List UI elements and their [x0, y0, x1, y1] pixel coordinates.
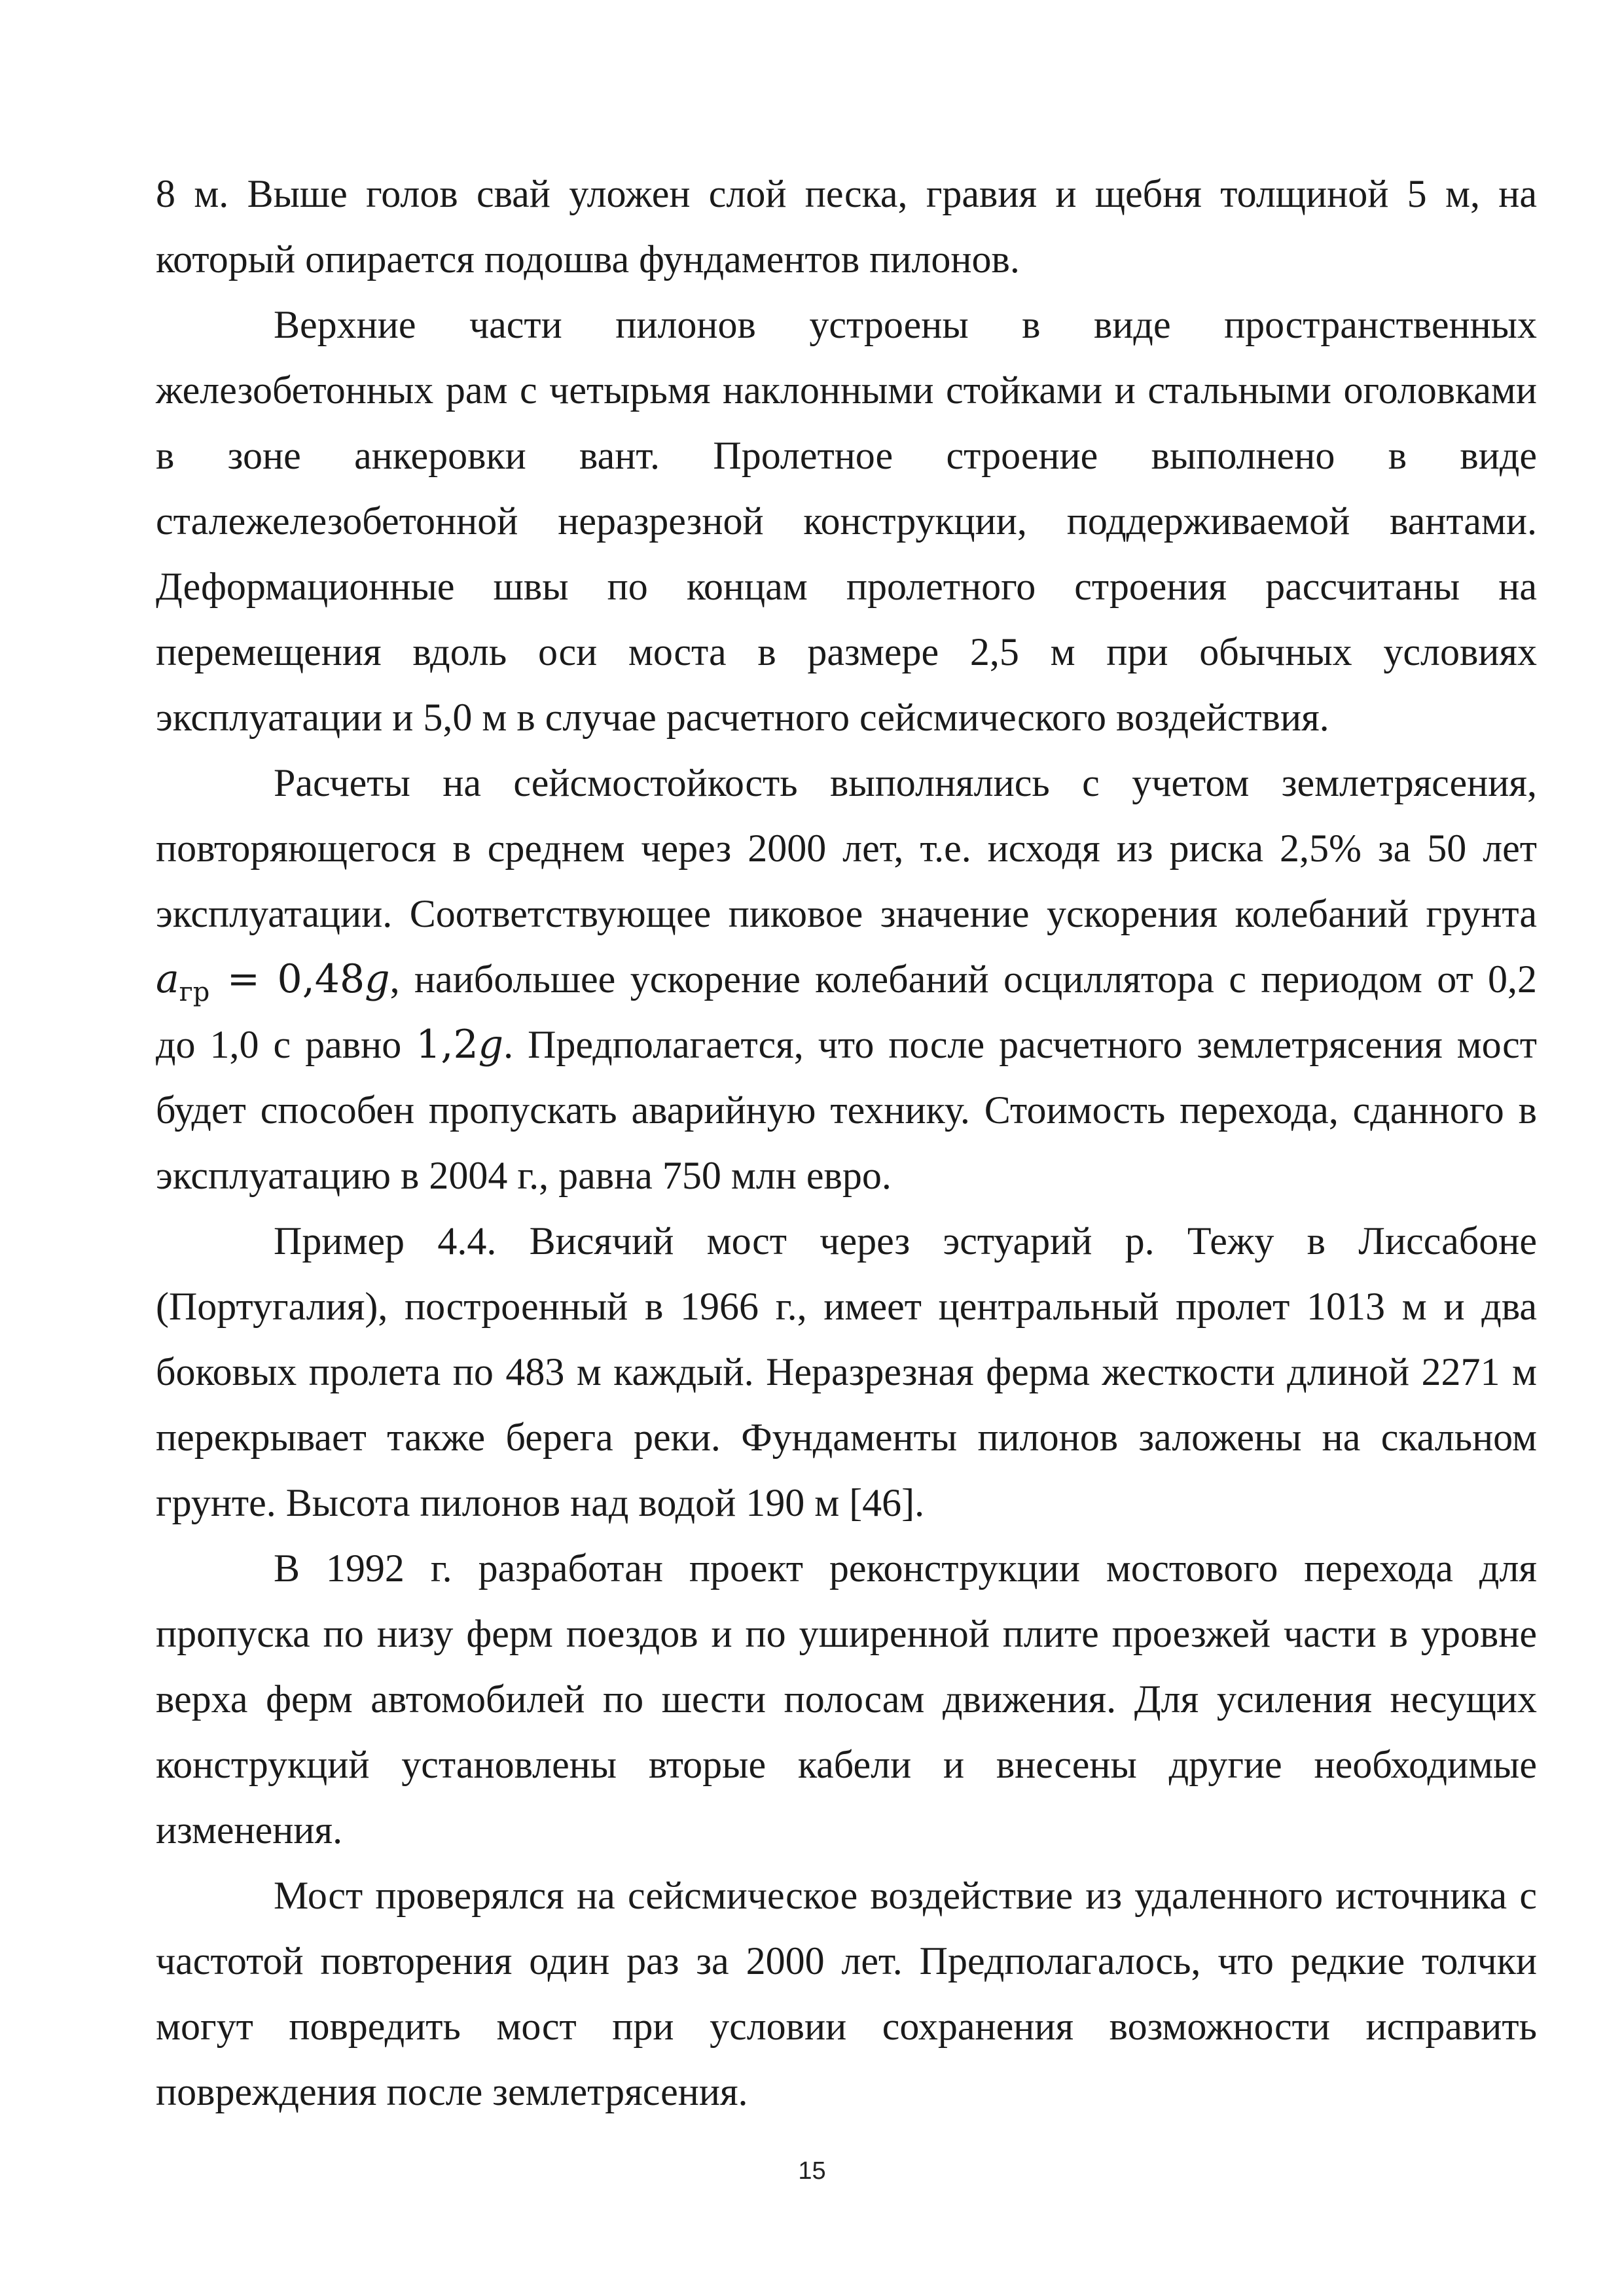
formula-number: 1,2 [416, 1022, 478, 1067]
paragraph-1: 8 м. Выше голов свай уложен слой песка, гравия и щебня толщиной 5 м, на который опирается подошва фундаментов пилонов. [156, 172, 1537, 281]
formula-g: g [478, 1022, 504, 1067]
document-page [156, 161, 1537, 2125]
page-number: 15 [798, 2157, 826, 2185]
formula-ground-acceleration [156, 956, 390, 1007]
paragraph-4: Пример 4.4. Висячий мост через эстуарий р. Тежу в Лиссабоне (Португалия), построенный в 1966 г., имеет центральный пролет 1013 м и два боковых пролета по 483 м каждый. Неразрезная ферма жесткости длиной 2271 м перекрывает также берега реки. Фундаменты пилонов заложены на скальном грунте. Высота пилонов над водой 190 м [46]. [156, 1219, 1537, 1524]
formula-subscript: гр [179, 977, 210, 1007]
paragraph-3-text-2: , наибольшее ускорение колебаний осциллятора с периодом от 0,2 до 1,0 с равно [156, 958, 1538, 1066]
paragraph-6: Мост проверялся на сейсмическое воздействие из удаленного источника с частотой повторения один раз за 2000 лет. Предполагалось, что редкие толчки могут повредить мост при условии сохранения возможности исправить повреждения после землетрясения. [156, 1874, 1537, 2113]
formula-variable-a: a [156, 956, 179, 1002]
formula-oscillator-acceleration [416, 1022, 503, 1067]
paragraph-2: Верхние части пилонов устроены в виде пространственных железобетонных рам с четырьмя наклонными стойками и стальными оголовками в зоне анкеровки вант. Пролетное строение выполнено в виде сталежелезобетонной неразрезной конструкции, поддерживаемой вантами. Деформационные швы по концам пролетного строения рассчитаны на перемещения вдоль оси моста в размере 2,5 м при обычных условиях эксплуатации и 5,0 м в случае расчетного сейсмического воздействия. [156, 303, 1537, 739]
paragraph-3-text-1: Расчеты на сейсмостойкость выполнялись с учетом землетрясения, повторяющегося в среднем через 2000 лет, т.е. исходя из риска 2,5% за 50 лет эксплуатации. Соответствующее пиковое значение ускорения колебаний грунта [156, 761, 1537, 935]
formula-value: = 0,48 [209, 956, 365, 1002]
paragraph-3-text-3: . Предполагается, что после расчетного землетрясения мост будет способен пропускать аварийную технику. Стоимость перехода, сданного в эксплуатацию в 2004 г., равна 750 млн евро. [156, 1023, 1537, 1197]
paragraph-3 [156, 750, 1537, 1208]
paragraph-5: В 1992 г. разработан проект реконструкции мостового перехода для пропуска по низу ферм поездов и по уширенной плите проезжей части в уровне верха ферм автомобилей по шести полосам движения. Для усиления несущих конструкций установлены вторые кабели и внесены другие необходимые изменения. [156, 1547, 1537, 1852]
formula-g: g [365, 956, 390, 1002]
